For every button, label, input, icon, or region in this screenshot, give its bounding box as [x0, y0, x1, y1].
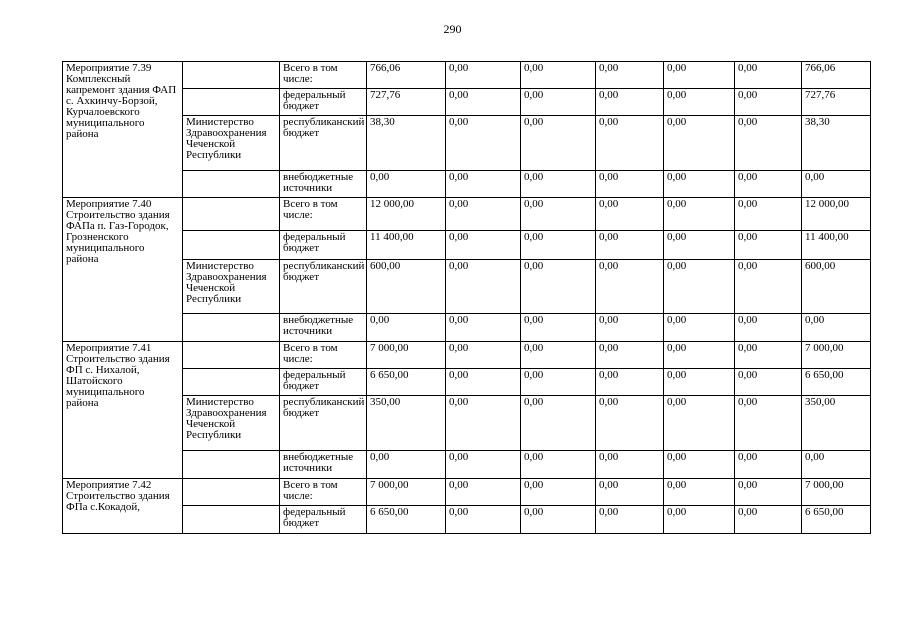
- table-row: [63, 116, 871, 171]
- amount-cell: 0,00: [664, 479, 735, 506]
- funding-source-cell: Всего в том числе:: [280, 62, 367, 89]
- executor-cell: [183, 479, 280, 506]
- amount-cell: 0,00: [521, 231, 596, 260]
- activity-title-cell: Мероприятие 7.39 Комплексный капремонт здания ФАП с. Ахкинчу-Борзой, Курчалоевского муниципального района: [63, 62, 183, 198]
- amount-cell: 0,00: [664, 342, 735, 369]
- table-row: [63, 198, 871, 231]
- amount-cell: 0,00: [596, 260, 664, 314]
- amount-cell: 0,00: [664, 451, 735, 479]
- page-number: 290: [443, 22, 462, 36]
- amount-cell: 766,06: [802, 62, 871, 89]
- amount-cell: 0,00: [446, 116, 521, 171]
- executor-cell: [183, 451, 280, 479]
- amount-cell: 0,00: [735, 89, 802, 116]
- funding-source-cell: федеральный бюджет: [280, 506, 367, 534]
- activity-title-cell: Мероприятие 7.41 Строительство здания ФП с. Нихалой, Шатойского муниципального района: [63, 342, 183, 479]
- amount-cell: 0,00: [521, 171, 596, 198]
- table-row: [63, 314, 871, 342]
- amount-cell: 727,76: [367, 89, 446, 116]
- amount-cell: 0,00: [367, 171, 446, 198]
- amount-cell: 0,00: [596, 396, 664, 451]
- table-row: [63, 369, 871, 396]
- executor-cell: [183, 369, 280, 396]
- amount-cell: 727,76: [802, 89, 871, 116]
- amount-cell: 0,00: [664, 396, 735, 451]
- executor-cell: Министерство Здравоохранения Чеченской Республики: [183, 260, 280, 314]
- amount-cell: 0,00: [446, 62, 521, 89]
- amount-cell: 6 650,00: [802, 506, 871, 534]
- amount-cell: 0,00: [596, 369, 664, 396]
- amount-cell: 0,00: [664, 231, 735, 260]
- amount-cell: 0,00: [735, 260, 802, 314]
- amount-cell: 0,00: [735, 506, 802, 534]
- funding-source-cell: республиканский бюджет: [280, 116, 367, 171]
- amount-cell: 7 000,00: [802, 342, 871, 369]
- table-row: [63, 231, 871, 260]
- executor-cell: [183, 171, 280, 198]
- amount-cell: 6 650,00: [802, 369, 871, 396]
- amount-cell: 0,00: [446, 314, 521, 342]
- executor-cell: [183, 314, 280, 342]
- amount-cell: 11 400,00: [802, 231, 871, 260]
- executor-cell: Министерство Здравоохранения Чеченской Республики: [183, 396, 280, 451]
- amount-cell: 0,00: [664, 369, 735, 396]
- amount-cell: 0,00: [521, 479, 596, 506]
- amount-cell: 0,00: [735, 479, 802, 506]
- funding-source-cell: Всего в том числе:: [280, 479, 367, 506]
- amount-cell: 38,30: [802, 116, 871, 171]
- amount-cell: 0,00: [664, 314, 735, 342]
- funding-source-cell: Всего в том числе:: [280, 342, 367, 369]
- amount-cell: 0,00: [446, 506, 521, 534]
- amount-cell: 0,00: [664, 198, 735, 231]
- amount-cell: 0,00: [367, 451, 446, 479]
- amount-cell: 12 000,00: [802, 198, 871, 231]
- amount-cell: 0,00: [446, 198, 521, 231]
- amount-cell: 0,00: [664, 62, 735, 89]
- amount-cell: 0,00: [735, 369, 802, 396]
- amount-cell: 0,00: [521, 89, 596, 116]
- amount-cell: 0,00: [446, 342, 521, 369]
- amount-cell: 350,00: [802, 396, 871, 451]
- amount-cell: 12 000,00: [367, 198, 446, 231]
- amount-cell: 0,00: [596, 314, 664, 342]
- amount-cell: 0,00: [521, 506, 596, 534]
- executor-cell: [183, 506, 280, 534]
- amount-cell: 0,00: [735, 314, 802, 342]
- amount-cell: 0,00: [664, 116, 735, 171]
- amount-cell: 0,00: [735, 396, 802, 451]
- funding-source-cell: республиканский бюджет: [280, 396, 367, 451]
- amount-cell: 0,00: [521, 62, 596, 89]
- table-row: [63, 479, 871, 506]
- amount-cell: 0,00: [596, 342, 664, 369]
- executor-cell: Министерство Здравоохранения Чеченской Республики: [183, 116, 280, 171]
- funding-source-cell: внебюджетные источники: [280, 451, 367, 479]
- amount-cell: 7 000,00: [802, 479, 871, 506]
- amount-cell: 0,00: [446, 479, 521, 506]
- amount-cell: 0,00: [521, 116, 596, 171]
- funding-source-cell: внебюджетные источники: [280, 171, 367, 198]
- amount-cell: 0,00: [596, 231, 664, 260]
- amount-cell: 0,00: [521, 198, 596, 231]
- amount-cell: 0,00: [596, 479, 664, 506]
- amount-cell: 11 400,00: [367, 231, 446, 260]
- amount-cell: 0,00: [446, 89, 521, 116]
- amount-cell: 0,00: [735, 62, 802, 89]
- amount-cell: 0,00: [367, 314, 446, 342]
- budget-table: [62, 61, 871, 534]
- executor-cell: [183, 198, 280, 231]
- amount-cell: 0,00: [596, 116, 664, 171]
- amount-cell: 0,00: [664, 171, 735, 198]
- funding-source-cell: внебюджетные источники: [280, 314, 367, 342]
- amount-cell: 0,00: [596, 506, 664, 534]
- amount-cell: 0,00: [521, 260, 596, 314]
- amount-cell: 6 650,00: [367, 506, 446, 534]
- funding-source-cell: федеральный бюджет: [280, 369, 367, 396]
- amount-cell: 0,00: [735, 198, 802, 231]
- amount-cell: 0,00: [735, 171, 802, 198]
- amount-cell: 0,00: [735, 116, 802, 171]
- amount-cell: 600,00: [367, 260, 446, 314]
- table-row: [63, 506, 871, 534]
- amount-cell: 0,00: [446, 231, 521, 260]
- table-row: [63, 62, 871, 89]
- table-row: [63, 342, 871, 369]
- funding-source-cell: федеральный бюджет: [280, 231, 367, 260]
- amount-cell: 0,00: [802, 314, 871, 342]
- amount-cell: 6 650,00: [367, 369, 446, 396]
- amount-cell: 38,30: [367, 116, 446, 171]
- amount-cell: 0,00: [596, 89, 664, 116]
- funding-source-cell: республиканский бюджет: [280, 260, 367, 314]
- amount-cell: 0,00: [521, 396, 596, 451]
- amount-cell: 0,00: [446, 451, 521, 479]
- amount-cell: 0,00: [735, 231, 802, 260]
- executor-cell: [183, 89, 280, 116]
- amount-cell: 0,00: [802, 451, 871, 479]
- amount-cell: 0,00: [735, 451, 802, 479]
- amount-cell: 350,00: [367, 396, 446, 451]
- amount-cell: 0,00: [521, 369, 596, 396]
- table-row: [63, 89, 871, 116]
- amount-cell: 600,00: [802, 260, 871, 314]
- table-row: [63, 451, 871, 479]
- executor-cell: [183, 342, 280, 369]
- amount-cell: 0,00: [596, 451, 664, 479]
- activity-title-cell: Мероприятие 7.42 Строительство здания ФПа с.Кокадой,: [63, 479, 183, 534]
- amount-cell: 0,00: [664, 89, 735, 116]
- amount-cell: 0,00: [521, 342, 596, 369]
- amount-cell: 0,00: [664, 260, 735, 314]
- table-row: [63, 260, 871, 314]
- amount-cell: 0,00: [596, 198, 664, 231]
- table-row: [63, 396, 871, 451]
- amount-cell: 7 000,00: [367, 342, 446, 369]
- table-row: [63, 171, 871, 198]
- budget-table-body: [63, 62, 871, 534]
- amount-cell: 0,00: [521, 314, 596, 342]
- amount-cell: 0,00: [446, 369, 521, 396]
- amount-cell: 0,00: [802, 171, 871, 198]
- funding-source-cell: Всего в том числе:: [280, 198, 367, 231]
- amount-cell: 0,00: [735, 342, 802, 369]
- amount-cell: 766,06: [367, 62, 446, 89]
- activity-title-cell: Мероприятие 7.40 Строительство здания ФАПа п. Газ-Городок, Грозненского муниципального района: [63, 198, 183, 342]
- amount-cell: 0,00: [521, 451, 596, 479]
- amount-cell: 7 000,00: [367, 479, 446, 506]
- amount-cell: 0,00: [664, 506, 735, 534]
- amount-cell: 0,00: [446, 396, 521, 451]
- executor-cell: [183, 62, 280, 89]
- amount-cell: 0,00: [596, 62, 664, 89]
- executor-cell: [183, 231, 280, 260]
- amount-cell: 0,00: [596, 171, 664, 198]
- amount-cell: 0,00: [446, 171, 521, 198]
- funding-source-cell: федеральный бюджет: [280, 89, 367, 116]
- amount-cell: 0,00: [446, 260, 521, 314]
